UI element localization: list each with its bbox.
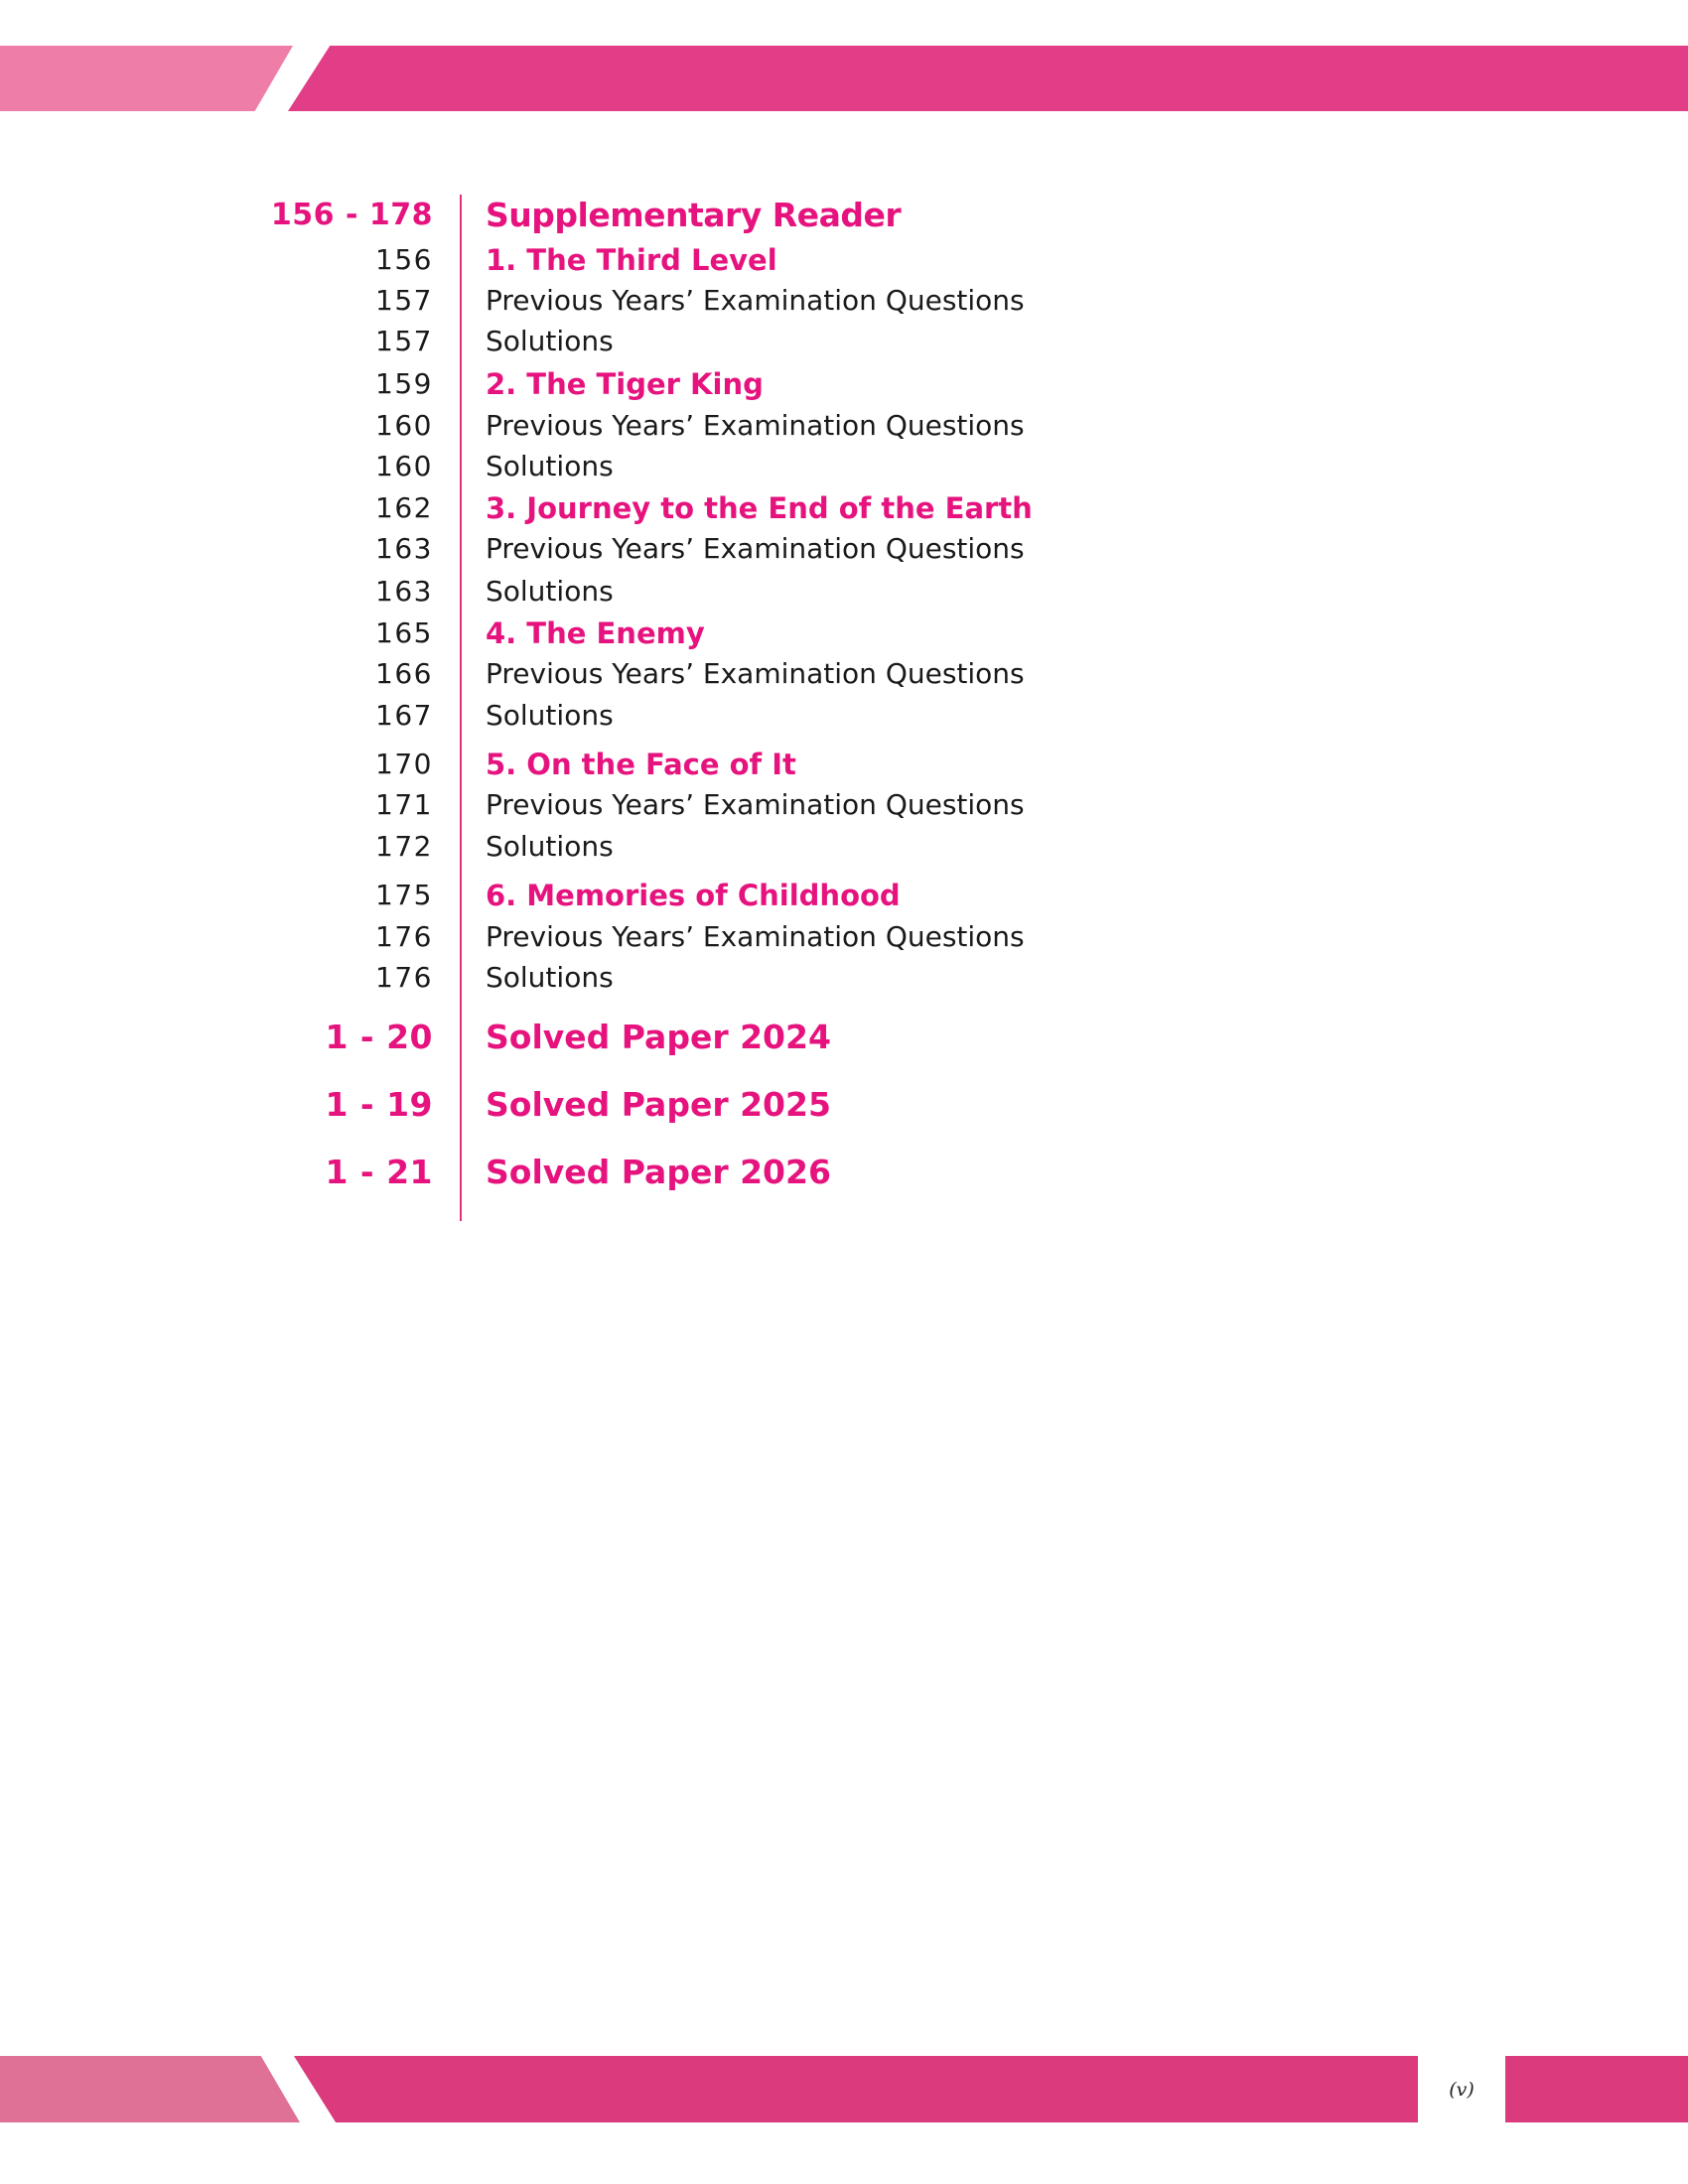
toc-title: Solutions — [486, 575, 614, 608]
toc-page-range: 160 — [375, 409, 433, 442]
toc-entry-chapter — [0, 240, 1688, 280]
toc-title: Solved Paper 2024 — [486, 1018, 831, 1056]
toc-title: Solutions — [486, 961, 614, 994]
toc-page-range: 176 — [375, 961, 433, 994]
toc-entry-item — [0, 281, 1688, 321]
toc-title: 2. The Tiger King — [486, 367, 764, 401]
toc-page-range: 163 — [375, 532, 433, 565]
toc-entry-item — [0, 322, 1688, 361]
toc-entry-item — [0, 572, 1688, 612]
toc-title: Solved Paper 2026 — [486, 1153, 831, 1191]
toc-entry-item — [0, 447, 1688, 486]
toc-title: 6. Memories of Childhood — [486, 879, 901, 912]
toc-entry-item — [0, 827, 1688, 867]
toc-entry-paper — [0, 1018, 1688, 1057]
toc-page-range: 156 — [375, 243, 433, 276]
toc-page-range: 172 — [375, 830, 433, 863]
toc-title: Solutions — [486, 699, 614, 732]
toc-entry-item — [0, 917, 1688, 957]
toc-page-range: 160 — [375, 450, 433, 482]
toc-title: Supplementary Reader — [486, 196, 902, 234]
toc-title: Previous Years’ Examination Questions — [486, 532, 1025, 565]
toc-page-range: 167 — [375, 699, 433, 732]
toc-page-range: 157 — [375, 325, 433, 357]
toc-title: Previous Years’ Examination Questions — [486, 657, 1025, 690]
toc-title: 5. On the Face of It — [486, 748, 796, 781]
toc-page-range: 171 — [375, 788, 433, 821]
toc-title: 4. The Enemy — [486, 616, 705, 650]
toc-entry-chapter — [0, 745, 1688, 784]
toc-title: Solutions — [486, 325, 614, 357]
toc-page-range: 156 - 178 — [270, 198, 433, 232]
toc-title: Solutions — [486, 450, 614, 482]
toc-entry-paper — [0, 1153, 1688, 1192]
toc-page-range: 166 — [375, 657, 433, 690]
toc-page-range: 1 - 21 — [325, 1153, 433, 1191]
toc-title: Previous Years’ Examination Questions — [486, 409, 1025, 442]
toc-page-range: 175 — [375, 879, 433, 911]
toc-page-range: 170 — [375, 748, 433, 780]
toc-title: Previous Years’ Examination Questions — [486, 788, 1025, 821]
toc-page-range: 1 - 19 — [325, 1085, 433, 1124]
header-band-accent — [0, 46, 293, 111]
toc-page-range: 1 - 20 — [325, 1018, 433, 1056]
toc-entry-paper — [0, 1085, 1688, 1125]
toc-entry-chapter — [0, 488, 1688, 528]
header-band — [288, 46, 1688, 111]
toc-entry-item — [0, 529, 1688, 569]
toc-page-range: 157 — [375, 284, 433, 317]
toc-entry-chapter — [0, 876, 1688, 915]
toc-page-range: 165 — [375, 616, 433, 649]
toc-entry-chapter — [0, 364, 1688, 404]
page-number: (v) — [1418, 2056, 1505, 2122]
toc-entry-item — [0, 696, 1688, 736]
toc-entry-item — [0, 958, 1688, 998]
toc-entry-item — [0, 406, 1688, 446]
toc-page-range: 162 — [375, 491, 433, 524]
toc-page-range: 159 — [375, 367, 433, 400]
toc-title: 3. Journey to the End of the Earth — [486, 491, 1033, 525]
toc-title: Previous Years’ Examination Questions — [486, 920, 1025, 953]
toc-title: Previous Years’ Examination Questions — [486, 284, 1025, 317]
footer-band-accent — [0, 2056, 300, 2122]
toc-title: 1. The Third Level — [486, 243, 777, 277]
toc-page-range: 176 — [375, 920, 433, 953]
toc-title: Solved Paper 2025 — [486, 1085, 831, 1124]
toc-page-range: 163 — [375, 575, 433, 608]
toc-entry-item — [0, 785, 1688, 825]
toc-title: Solutions — [486, 830, 614, 863]
toc-entry-item — [0, 654, 1688, 694]
toc-entry-chapter — [0, 614, 1688, 653]
toc-entry-section — [0, 196, 1688, 235]
